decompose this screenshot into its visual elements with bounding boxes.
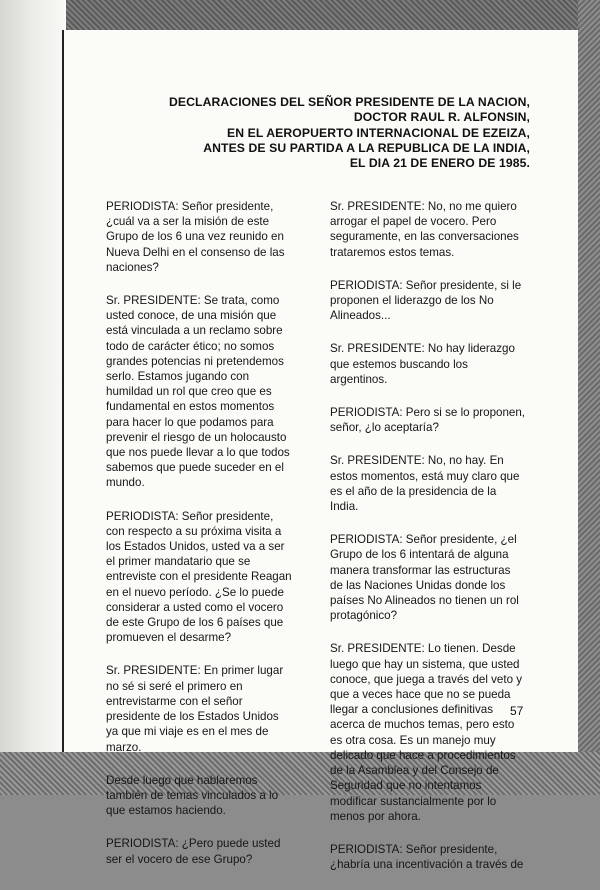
page-number: 57	[510, 704, 524, 718]
scan-border-right	[578, 0, 600, 795]
paragraph: PERIODISTA: Señor presidente, ¿habría una incentivación a través de	[330, 842, 524, 872]
left-column	[106, 199, 294, 885]
paragraph: PERIODISTA: Pero si se lo proponen, señor, ¿lo aceptaría?	[330, 406, 526, 435]
scan-border-top	[0, 0, 600, 32]
paragraph: Sr. PRESIDENTE: No, no hay. En estos momentos, está muy claro que es el año de la presidencia de la India.	[330, 454, 520, 514]
paragraph: PERIODISTA: Señor presidente, si le proponen el liderazgo de los No Alineados...	[330, 278, 522, 323]
paragraph: Sr. PRESIDENTE: En primer lugar no sé si seré el primero en entrevistarme con el señor presidente de los Estados Unidos ya que mi viaje es en el mes de marzo.	[106, 664, 284, 754]
paragraph: Sr. PRESIDENTE: Se trata, como usted conoce, de una misión que está vinculada a un reclamo sobre todo de carácter ético; no somos grandes potencias ni pretendemos serlo. Estamos jugando con humildad un rol que creo que es fundamental en estos momentos para hacer lo que podamos para prevenir el riesgo de un holocausto que nos puede llevar a lo que todos sabemos que puede suceder en el mundo.	[106, 294, 290, 490]
heading-line: EN EL AEROPUERTO INTERNACIONAL DE EZEIZA,	[227, 125, 530, 140]
page-spine	[0, 0, 66, 752]
paragraph: PERIODISTA: Señor presidente, ¿el Grupo de los 6 intentará de alguna manera transformar las estructuras de las Naciones Unidas donde los países No Alineados no tienen un rol protagónico?	[330, 533, 519, 623]
paragraph: Sr. PRESIDENTE: No, no me quiero arrogar el papel de vocero. Pero seguramente, en las conversaciones trataremos estos temas.	[330, 200, 519, 259]
document-heading	[100, 95, 530, 171]
right-column	[330, 199, 526, 890]
heading-line: DOCTOR RAUL R. ALFONSIN,	[353, 110, 530, 125]
binding-edge	[62, 30, 64, 752]
paragraph: PERIODISTA: Señor presidente, ¿cuál va a ser la misión de este Grupo de los 6 una vez reunido en Nueva Delhi en el consenso de las naciones?	[106, 200, 285, 274]
paragraph: Sr. PRESIDENTE: Lo tienen. Desde luego que hay un sistema, que usted conoce, que juega a través del veto y que a veces hace que no se pueda llegar a conclusiones definitivas acerca de muchos temas, pero esto es otra cosa. Es un manejo muy delicado que hace a procedimientos de la Asamblea y del Consejo de Seguridad que no intentamos modificar sustancialmente por lo menos por ahora.	[330, 642, 523, 823]
heading-line: ANTES DE SU PARTIDA A LA REPUBLICA DE LA INDIA,	[203, 140, 530, 155]
heading-line: DECLARACIONES DEL SEÑOR PRESIDENTE DE LA NACION,	[169, 95, 530, 109]
paragraph: PERIODISTA: Señor presidente, con respecto a su próxima visita a los Estados Unidos, usted va a ser el primer mandatario que se entreviste con el presidente Reagan en el nuevo período. ¿Se lo puede considerar a usted como el vocero de este Grupo de los 6 países que promueven el desarme?	[106, 509, 292, 645]
paragraph: PERIODISTA: ¿Pero puede usted ser el vocero de ese Grupo?	[106, 837, 281, 866]
paragraph: Desde luego que hablaremos también de temas vinculados a lo que estamos haciendo.	[106, 773, 279, 818]
heading-line: EL DIA 21 DE ENERO DE 1985.	[349, 156, 530, 171]
paragraph: Sr. PRESIDENTE: No hay liderazgo que estemos buscando los argentinos.	[330, 342, 515, 386]
